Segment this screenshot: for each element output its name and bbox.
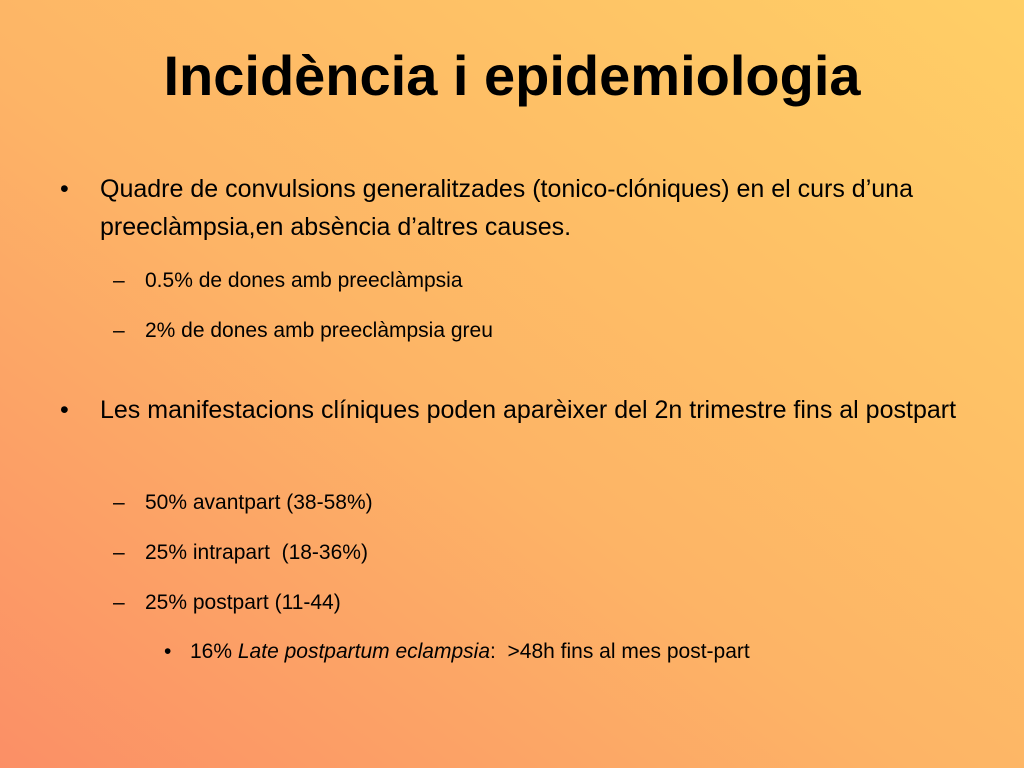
dash-icon: – xyxy=(113,269,125,292)
bullet-icon: • xyxy=(60,396,69,424)
bullet-icon: • xyxy=(60,175,69,203)
sub-item-2-2 xyxy=(113,538,965,568)
sub-item-text: 2% de dones amb preeclàmpsia greu xyxy=(145,319,493,342)
bullet-item-1 xyxy=(60,170,980,246)
dash-icon: – xyxy=(113,541,125,564)
bullet-text: Les manifestacions clíniques poden aparèixer del 2n trimestre fins al postpart xyxy=(100,396,957,424)
dash-icon: – xyxy=(113,491,125,514)
sub-item-1-2 xyxy=(113,316,965,346)
sub-item-text: 25% postpart (11-44) xyxy=(145,591,341,614)
sub-sub-item-prefix: 16% xyxy=(190,640,238,663)
sub-sub-item-emphasis: Late postpartum eclampsia xyxy=(237,640,491,663)
sub-item-2-3 xyxy=(113,588,965,618)
bullet-text: Quadre de convulsions generalitzades (tonico-clóniques) en el curs d’una preeclàmpsia,en absència d’altres causes. xyxy=(100,175,913,241)
bullet-item-2 xyxy=(60,391,980,429)
sub-sub-item-suffix: : >48h fins al mes post-part xyxy=(490,640,750,663)
sub-item-2-1 xyxy=(113,488,965,518)
dash-icon: – xyxy=(113,319,125,342)
dash-icon: – xyxy=(113,591,125,614)
sub-item-text: 0.5% de dones amb preeclàmpsia xyxy=(145,269,463,292)
sub-sub-item-2-3-1 xyxy=(164,637,990,667)
sub-item-text: 25% intrapart (18-36%) xyxy=(145,541,368,564)
slide-title: Incidència i epidemiologia xyxy=(163,44,861,107)
sub-item-1-1 xyxy=(113,266,965,296)
sub-item-text: 50% avantpart (38-58%) xyxy=(145,491,373,514)
bullet-icon: • xyxy=(164,640,172,663)
